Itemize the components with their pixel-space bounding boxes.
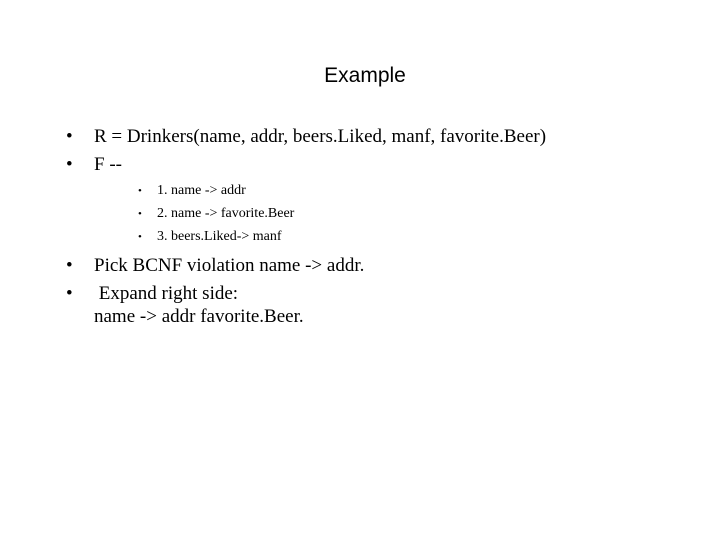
bullet-text: Pick BCNF violation name -> addr. — [94, 255, 365, 276]
sub-bullet-dot: • — [138, 185, 142, 197]
bullet-text: Expand right side: — [94, 283, 239, 304]
bullet-text: R = Drinkers(name, addr, beers.Liked, manf, favorite.Beer) — [94, 126, 547, 147]
sub-bullet-dot: • — [138, 231, 142, 243]
bullet-dot: • — [66, 255, 73, 276]
bullet-text: F -- — [94, 154, 122, 175]
sub-bullet-text: 3. beers.Liked-> manf — [157, 229, 282, 244]
bullet-dot: • — [66, 154, 73, 175]
bullet-dot: • — [66, 283, 73, 304]
sub-bullet-dot: • — [138, 208, 142, 220]
sub-bullet-text: 2. name -> favorite.Beer — [157, 206, 295, 221]
bullet-continuation-text: name -> addr favorite.Beer. — [94, 306, 304, 327]
slide-title: Example — [324, 64, 406, 87]
bullet-dot: • — [66, 126, 73, 147]
sub-bullet-text: 1. name -> addr — [157, 183, 246, 198]
